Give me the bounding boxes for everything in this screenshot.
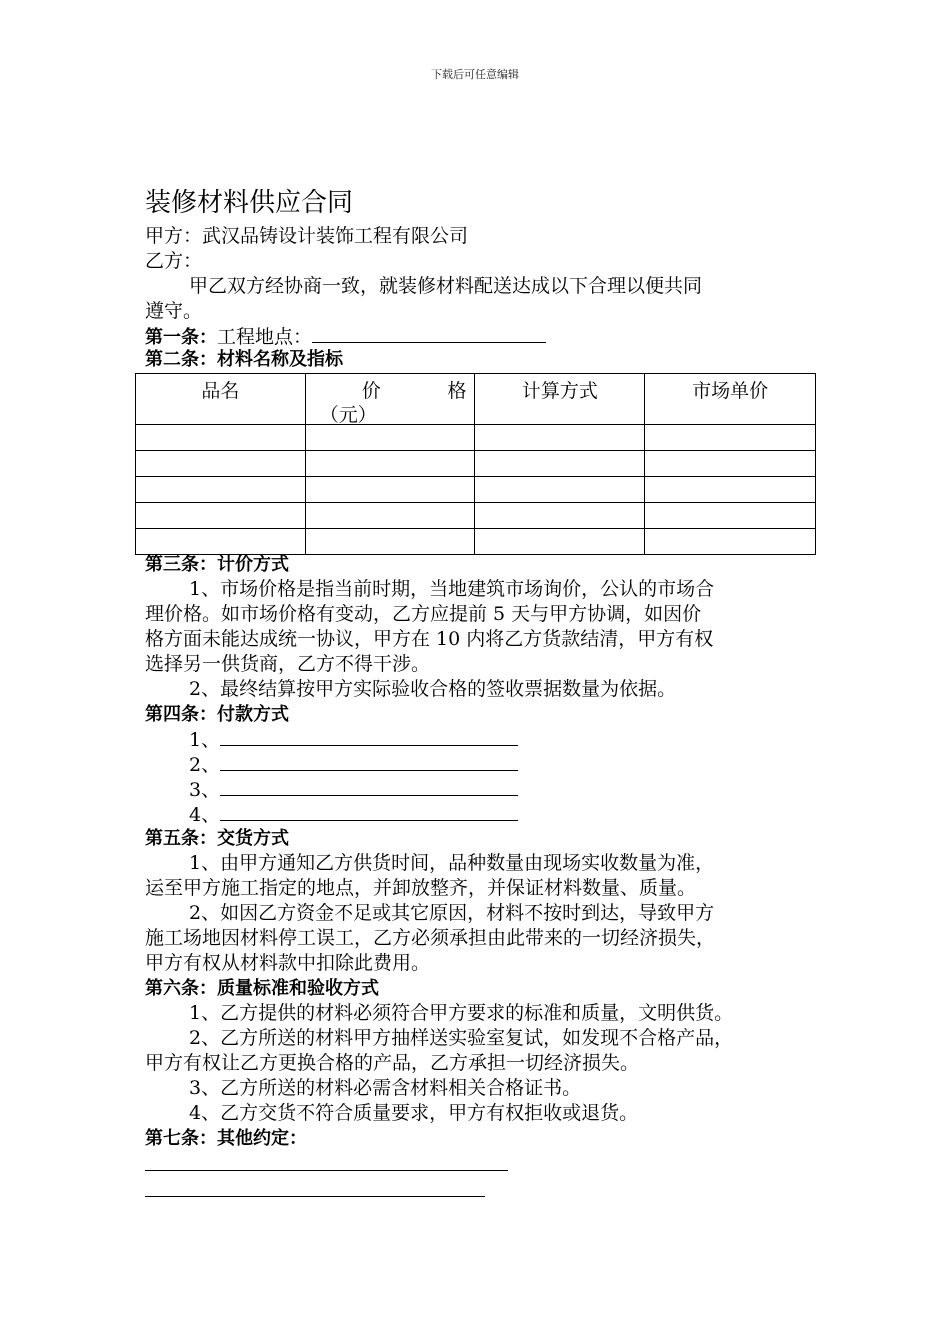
article-7-heading: 第七条：其他约定： bbox=[145, 1128, 307, 1149]
payment-item: 3、 bbox=[189, 777, 518, 803]
article-6-line: 2、乙方所送的材料甲方抽样送实验室复试，如发现不合格产品， bbox=[189, 1027, 734, 1049]
header-item-name: 品名 bbox=[136, 374, 306, 425]
article-5-line: 甲方有权从材料款中扣除此费用。 bbox=[145, 952, 431, 974]
article-1-text: 工程地点： bbox=[217, 326, 313, 348]
site-address-blank[interactable] bbox=[312, 324, 546, 343]
payment-blank[interactable] bbox=[220, 727, 518, 746]
article-6-line: 1、乙方提供的材料必须符合甲方要求的标准和质量，文明供货。 bbox=[189, 1002, 734, 1024]
article-2-heading: 第二条：材料名称及指标 bbox=[145, 349, 343, 370]
article-3-line: 选择另一供货商，乙方不得干涉。 bbox=[145, 653, 431, 675]
other-terms-blank[interactable] bbox=[145, 1170, 508, 1171]
document-title: 装修材料供应合同 bbox=[145, 188, 354, 218]
party-b: 乙方： bbox=[145, 250, 203, 272]
payment-item: 4、 bbox=[189, 802, 518, 828]
article-5-line: 施工场地因材料停工误工，乙方必须承担由此带来的一切经济损失， bbox=[145, 927, 716, 949]
article-5-line: 2、如因乙方资金不足或其它原因，材料不按时到达，导致甲方 bbox=[189, 902, 715, 924]
article-5-line: 1、由甲方通知乙方供货时间，品种数量由现场实收数量为准， bbox=[189, 852, 715, 874]
payment-blank[interactable] bbox=[220, 777, 518, 796]
table-row bbox=[136, 451, 816, 477]
payment-item: 2、 bbox=[189, 752, 518, 778]
payment-blank[interactable] bbox=[220, 802, 518, 821]
header-calc-method: 计算方式 bbox=[475, 374, 645, 425]
payment-blank[interactable] bbox=[220, 752, 518, 771]
article-6-line: 3、乙方所送的材料必需含材料相关合格证书。 bbox=[189, 1077, 582, 1099]
article-6-heading: 第六条：质量标准和验收方式 bbox=[145, 978, 379, 999]
table-row bbox=[136, 503, 816, 529]
table-row bbox=[136, 425, 816, 451]
article-3-line: 1、市场价格是指当前时期，当地建筑市场询价，公认的市场合 bbox=[189, 578, 715, 600]
article-1-label: 第一条： bbox=[145, 327, 217, 348]
payment-item: 1、 bbox=[189, 727, 518, 753]
article-3-line: 2、最终结算按甲方实际验收合格的签收票据数量为依据。 bbox=[189, 678, 677, 700]
intro-line-1: 甲乙双方经协商一致，就装修材料配送达成以下合理以便共同 bbox=[189, 275, 703, 297]
header-price: 价 格 （元） bbox=[305, 374, 475, 425]
header-note: 下载后可任意编辑 bbox=[431, 68, 519, 81]
article-6-line: 4、乙方交货不符合质量要求，甲方有权拒收或退货。 bbox=[189, 1102, 639, 1124]
other-terms-blank[interactable] bbox=[145, 1196, 485, 1197]
article-5-line: 运至甲方施工指定的地点，并卸放整齐，并保证材料数量、质量。 bbox=[145, 877, 697, 899]
article-3-heading: 第三条：计价方式 bbox=[145, 554, 289, 575]
party-a: 甲方：武汉品铸设计装饰工程有限公司 bbox=[145, 225, 469, 247]
article-5-heading: 第五条：交货方式 bbox=[145, 828, 289, 849]
header-market-price: 市场单价 bbox=[645, 374, 816, 425]
table-row bbox=[136, 477, 816, 503]
materials-table bbox=[135, 373, 816, 555]
intro-line-2: 遵守。 bbox=[145, 300, 203, 322]
article-3-line: 格方面未能达成统一协议，甲方在 10 内将乙方货款结清，甲方有权 bbox=[145, 628, 714, 650]
article-4-heading: 第四条：付款方式 bbox=[145, 704, 289, 725]
table-row bbox=[136, 529, 816, 555]
article-3-line: 理价格。如市场价格有变动，乙方应提前 5 天与甲方协调，如因价 bbox=[145, 603, 702, 625]
article-6-line: 甲方有权让乙方更换合格的产品，乙方承担一切经济损失。 bbox=[145, 1052, 640, 1074]
table-header-row bbox=[136, 374, 816, 425]
